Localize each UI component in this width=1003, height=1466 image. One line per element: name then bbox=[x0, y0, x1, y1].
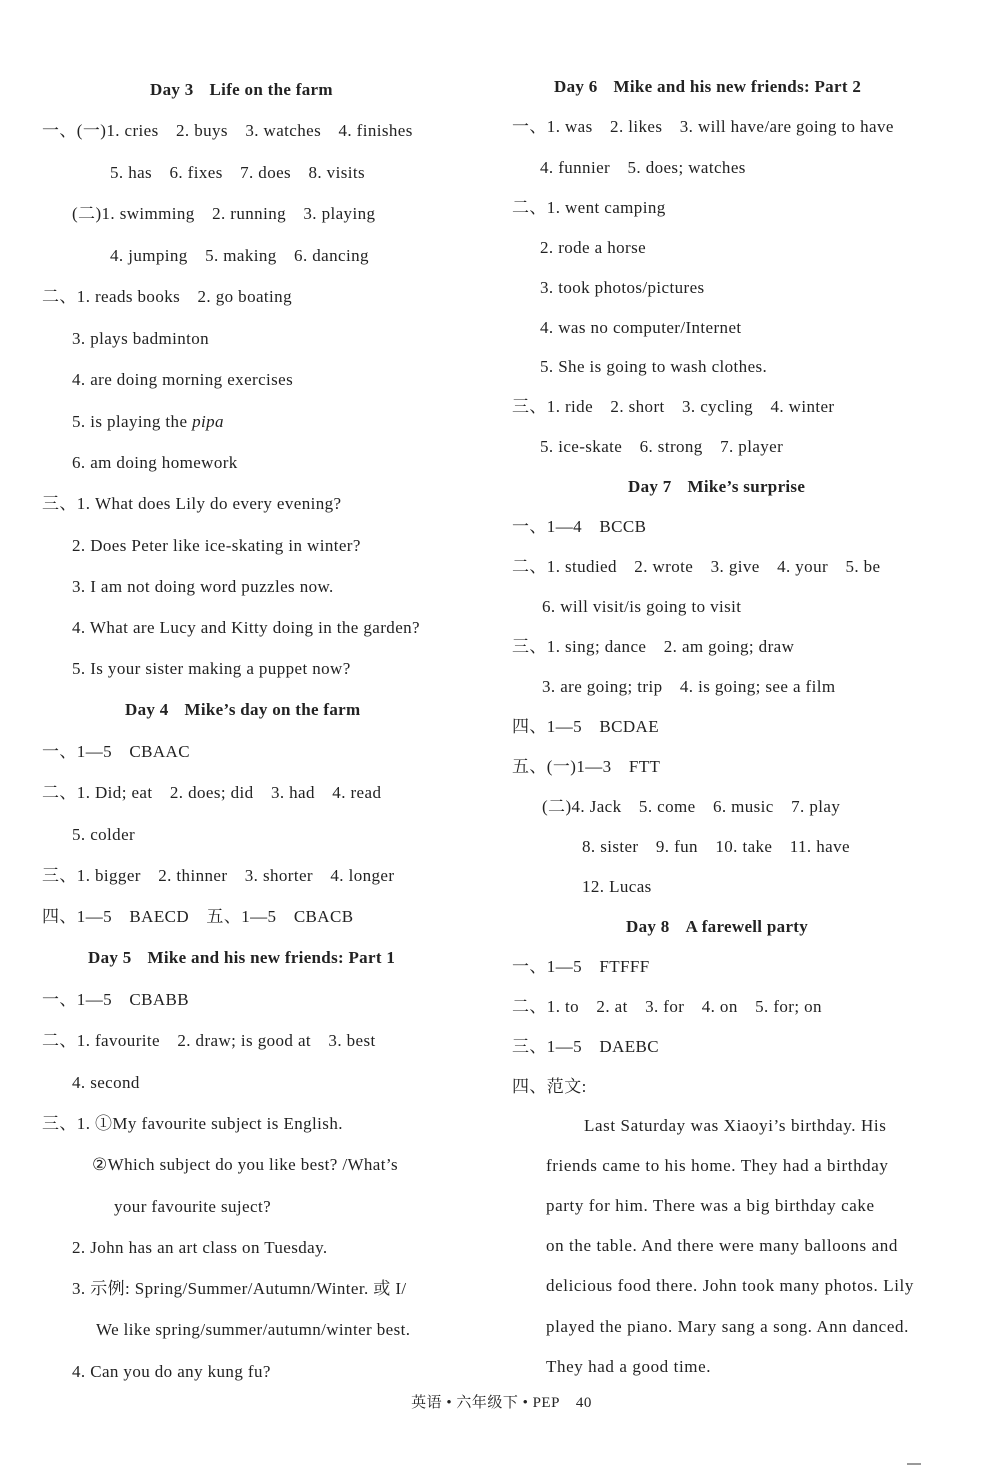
essay-line: delicious food there. John took many photos. Lily bbox=[546, 1276, 914, 1295]
day7-line: 二、1. studied 2. wrote 3. give 4. your 5. be bbox=[512, 557, 881, 576]
day3-line: 2. Does Peter like ice-skating in winter? bbox=[72, 536, 361, 555]
day5-title: Day 5 bbox=[88, 948, 132, 967]
day4-subtitle: Mike’s day on the farm bbox=[184, 700, 361, 719]
day5-line: 二、1. favourite 2. draw; is good at 3. best bbox=[42, 1031, 376, 1050]
essay-line: They had a good time. bbox=[546, 1357, 712, 1376]
day5-line: 4. Can you do any kung fu? bbox=[72, 1362, 271, 1381]
day4-line: 四、1—5 BAECD 五、1—5 CBACB bbox=[42, 907, 354, 926]
day3-line: 5. Is your sister making a puppet now? bbox=[72, 659, 351, 678]
day3-line: 5. is playing the pipa bbox=[72, 412, 224, 431]
day6-line: 5. ice-skate 6. strong 7. player bbox=[540, 437, 784, 456]
day4-line: 三、1. bigger 2. thinner 3. shorter 4. longer bbox=[42, 866, 395, 885]
day8-subtitle: A farewell party bbox=[685, 917, 809, 936]
day6-line: 2. rode a horse bbox=[540, 238, 647, 257]
day3-line: 6. am doing homework bbox=[72, 453, 238, 472]
page-footer bbox=[0, 1391, 1003, 1412]
day5-line: 三、1. ①My favourite subject is English. bbox=[42, 1114, 343, 1133]
day6-line: 5. She is going to wash clothes. bbox=[540, 357, 768, 376]
day3-line: 4. are doing morning exercises bbox=[72, 370, 294, 389]
essay-line: friends came to his home. They had a birthday bbox=[546, 1156, 889, 1175]
day3-line: 3. I am not doing word puzzles now. bbox=[72, 577, 334, 596]
day3-line: 4. jumping 5. making 6. dancing bbox=[110, 246, 369, 265]
day4-line: 一、1—5 CBAAC bbox=[42, 742, 190, 761]
day6-title: Day 6 bbox=[554, 77, 598, 96]
day3-line: 二、1. reads books 2. go boating bbox=[42, 287, 292, 306]
page-number: 40 bbox=[575, 1395, 592, 1411]
day6-heading bbox=[554, 76, 861, 98]
day3-heading bbox=[150, 79, 333, 101]
day6-line: 4. funnier 5. does; watches bbox=[540, 158, 746, 177]
day8-line: 二、1. to 2. at 3. for 4. on 5. for; on bbox=[512, 997, 822, 1016]
day3-line: 4. What are Lucy and Kitty doing in the garden? bbox=[72, 618, 420, 637]
day4-line: 5. colder bbox=[72, 825, 136, 844]
day4-title: Day 4 bbox=[125, 700, 169, 719]
day7-subtitle: Mike’s surprise bbox=[687, 477, 806, 496]
day5-line: 4. second bbox=[72, 1073, 140, 1092]
day6-line: 二、1. went camping bbox=[512, 198, 666, 217]
day3-line: 3. plays badminton bbox=[72, 329, 210, 348]
day3-line: 一、(一)1. cries 2. buys 3. watches 4. finishes bbox=[42, 121, 413, 140]
day4-heading bbox=[125, 699, 360, 721]
day5-line: ②Which subject do you like best? /What’s bbox=[92, 1155, 399, 1174]
essay-line: played the piano. Mary sang a song. Ann danced. bbox=[546, 1317, 909, 1336]
day7-title: Day 7 bbox=[628, 477, 672, 496]
day5-line: your favourite suject? bbox=[114, 1197, 272, 1216]
day7-line: 3. are going; trip 4. is going; see a film bbox=[542, 677, 836, 696]
day7-line: 8. sister 9. fun 10. take 11. have bbox=[582, 837, 850, 856]
day5-heading bbox=[88, 947, 395, 969]
day7-line: 四、1—5 BCDAE bbox=[512, 717, 660, 736]
day8-line: 一、1—5 FTFFF bbox=[512, 957, 650, 976]
day7-line: 6. will visit/is going to visit bbox=[542, 597, 742, 616]
day5-subtitle: Mike and his new friends: Part 1 bbox=[147, 948, 396, 967]
day8-line: 三、1—5 DAEBC bbox=[512, 1037, 660, 1056]
pipa-italic: pipa bbox=[192, 412, 224, 431]
day8-heading bbox=[626, 916, 808, 938]
day8-title: Day 8 bbox=[626, 917, 670, 936]
footer-text: 英语 • 六年级下 • PEP bbox=[411, 1395, 560, 1411]
day7-line: 12. Lucas bbox=[582, 877, 652, 896]
day6-line: 一、1. was 2. likes 3. will have/are going to have bbox=[512, 117, 894, 136]
day7-line: (二)4. Jack 5. come 6. music 7. play bbox=[542, 797, 841, 816]
day5-line: 3. 示例: Spring/Summer/Autumn/Winter. 或 I/ bbox=[72, 1279, 407, 1298]
day5-line: We like spring/summer/autumn/winter best. bbox=[96, 1320, 411, 1339]
day7-line: 三、1. sing; dance 2. am going; draw bbox=[512, 637, 795, 656]
essay-line: on the table. And there were many balloons and bbox=[546, 1236, 898, 1255]
essay-line: party for him. There was a big birthday cake bbox=[546, 1196, 875, 1215]
day4-line: 二、1. Did; eat 2. does; did 3. had 4. read bbox=[42, 783, 382, 802]
day6-line: 3. took photos/pictures bbox=[540, 278, 705, 297]
essay-line: Last Saturday was Xiaoyi’s birthday. His bbox=[584, 1116, 887, 1135]
day3-line: 三、1. What does Lily do every evening? bbox=[42, 494, 342, 513]
day6-subtitle: Mike and his new friends: Part 2 bbox=[613, 77, 862, 96]
day3-title: Day 3 bbox=[150, 80, 194, 99]
day7-heading bbox=[628, 476, 805, 498]
day3-subtitle: Life on the farm bbox=[209, 80, 333, 99]
day6-line: 4. was no computer/Internet bbox=[540, 318, 742, 337]
day6-line: 三、1. ride 2. short 3. cycling 4. winter bbox=[512, 397, 835, 416]
day7-line: 一、1—4 BCCB bbox=[512, 517, 647, 536]
day7-line: 五、(一)1—3 FTT bbox=[512, 757, 661, 776]
day5-line: 2. John has an art class on Tuesday. bbox=[72, 1238, 328, 1257]
day8-line: 四、范文: bbox=[512, 1077, 587, 1096]
day3-line: 5. has 6. fixes 7. does 8. visits bbox=[110, 163, 365, 182]
corner-mark bbox=[907, 1463, 921, 1465]
day3-line: (二)1. swimming 2. running 3. playing bbox=[72, 204, 376, 223]
day5-line: 一、1—5 CBABB bbox=[42, 990, 190, 1009]
